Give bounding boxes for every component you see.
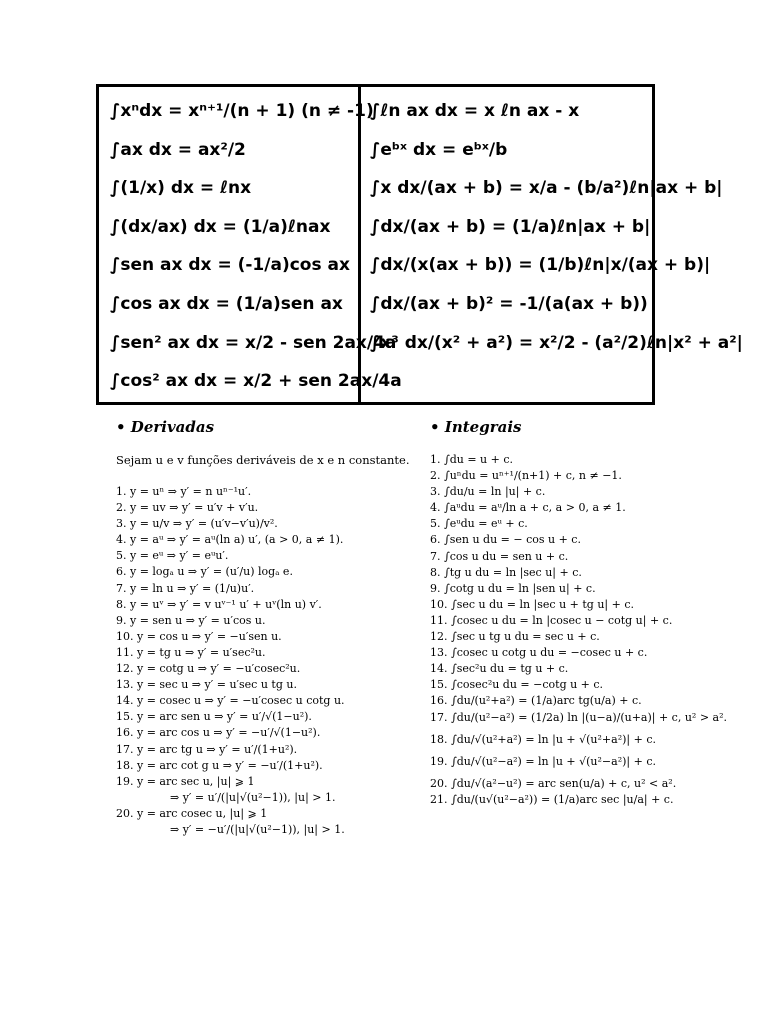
formula: ∫cos ax dx = (1/a)sen ax bbox=[110, 293, 343, 314]
list-item: 12. y = cotg u ⇒ y′ = −u′cosec²u. bbox=[116, 662, 301, 676]
formula: ∫(dx/ax) dx = (1/a)ℓnax bbox=[110, 216, 331, 237]
list-item: 10. y = cos u ⇒ y′ = −u′sen u. bbox=[116, 629, 282, 643]
list-item: 3. y = u/v ⇒ y′ = (u′v−v′u)/v². bbox=[116, 517, 278, 531]
list-item-continuation: ⇒ y′ = u′/(|u|√(u²−1)), |u| > 1. bbox=[170, 790, 336, 804]
list-item: 17. ∫du/(u²−a²) = (1/2a) ln |(u−a)/(u+a)| + c, u² > a². bbox=[430, 710, 727, 724]
formula: ∫eᵇˣ dx = eᵇˣ/b bbox=[370, 139, 508, 160]
formula: ∫x³ dx/(x² + a²) = x²/2 - (a²/2)ℓn|x² + a²| bbox=[370, 332, 743, 353]
list-item: 2. ∫uⁿdu = uⁿ⁺¹/(n+1) + c, n ≠ −1. bbox=[430, 469, 622, 483]
list-item: 13. y = sec u ⇒ y′ = u′sec u tg u. bbox=[116, 678, 297, 692]
formula: ∫(1/x) dx = ℓnx bbox=[110, 178, 252, 199]
formula: ∫sen² ax dx = x/2 - sen 2ax/4a bbox=[110, 332, 397, 353]
list-item: 19. y = arc sec u, |u| ⩾ 1 bbox=[116, 774, 255, 788]
formula: ∫dx/(ax + b) = (1/a)ℓn|ax + b| bbox=[370, 216, 651, 237]
list-item: 7. ∫cos u du = sen u + c. bbox=[430, 549, 569, 563]
list-item: 1. ∫du = u + c. bbox=[430, 453, 514, 466]
list-item: 10. ∫sec u du = ln |sec u + tg u| + c. bbox=[430, 597, 634, 611]
list-item: 1. y = uⁿ ⇒ y′ = n uⁿ⁻¹u′. bbox=[116, 485, 252, 498]
list-item: 19. ∫du/√(u²−a²) = ln |u + √(u²−a²)| + c. bbox=[430, 754, 656, 768]
formula: ∫x dx/(ax + b) = x/a - (b/a²)ℓn|ax + b| bbox=[370, 178, 723, 199]
list-item: 7. y = ln u ⇒ y′ = (1/u)u′. bbox=[116, 581, 255, 595]
list-item: 12. ∫sec u tg u du = sec u + c. bbox=[430, 630, 600, 644]
list-item: 4. y = aᵘ ⇒ y′ = aᵘ(ln a) u′, (a > 0, a ≠ 1). bbox=[116, 533, 344, 547]
list-item: 6. y = logₐ u ⇒ y′ = (u′/u) logₐ e. bbox=[116, 565, 293, 579]
list-item: 15. y = arc sen u ⇒ y′ = u′/√(1−u²). bbox=[116, 710, 312, 724]
derivadas-list bbox=[116, 484, 345, 838]
list-item: 11. y = tg u ⇒ y′ = u′sec²u. bbox=[116, 645, 266, 659]
list-item: 14. y = cosec u ⇒ y′ = −u′cosec u cotg u. bbox=[116, 694, 345, 708]
formula: ∫sen ax dx = (-1/a)cos ax bbox=[110, 255, 350, 276]
integrais-heading: • Integrais bbox=[430, 418, 522, 436]
list-item: 13. ∫cosec u cotg u du = −cosec u + c. bbox=[430, 646, 648, 660]
list-item-continuation: ⇒ y′ = −u′/(|u|√(u²−1)), |u| > 1. bbox=[170, 822, 345, 836]
formula: ∫cos² ax dx = x/2 + sen 2ax/4a bbox=[110, 371, 402, 392]
formula-column-right bbox=[370, 92, 743, 362]
list-item: 18. ∫du/√(u²+a²) = ln |u + √(u²+a²)| + c. bbox=[430, 732, 656, 746]
list-item: 8. ∫tg u du = ln |sec u| + c. bbox=[430, 565, 582, 579]
list-item: 8. y = uᵛ ⇒ y′ = v uᵛ⁻¹ u′ + uᵛ(ln u) v′. bbox=[116, 597, 322, 611]
derivadas-intro: Sejam u e v funções deriváveis de x e n constante. bbox=[116, 453, 410, 467]
integrais-list bbox=[430, 452, 727, 808]
formula: ∫xⁿdx = xⁿ⁺¹/(n + 1) (n ≠ -1) bbox=[110, 101, 374, 121]
formula: ∫dx/(x(ax + b)) = (1/b)ℓn|x/(ax + b)| bbox=[370, 255, 711, 276]
list-item: 15. ∫cosec²u du = −cotg u + c. bbox=[430, 678, 604, 692]
formula-column-left bbox=[110, 92, 402, 401]
formula: ∫ax dx = ax²/2 bbox=[110, 139, 246, 160]
list-item: 14. ∫sec²u du = tg u + c. bbox=[430, 662, 569, 676]
list-item: 2. y = uv ⇒ y′ = u′v + v′u. bbox=[116, 501, 259, 515]
list-item: 9. y = sen u ⇒ y′ = u′cos u. bbox=[116, 613, 266, 627]
list-item: 6. ∫sen u du = − cos u + c. bbox=[430, 533, 581, 547]
list-item: 3. ∫du/u = ln |u| + c. bbox=[430, 485, 546, 499]
formula: ∫ℓn ax dx = x ℓn ax - x bbox=[370, 101, 580, 121]
list-item: 21. ∫du/(u√(u²−a²)) = (1/a)arc sec |u/a| + c. bbox=[430, 792, 674, 806]
list-item: 20. ∫du/√(a²−u²) = arc sen(u/a) + c, u² < a². bbox=[430, 776, 677, 790]
list-item: 16. y = arc cos u ⇒ y′ = −u′/√(1−u²). bbox=[116, 726, 321, 740]
list-item: 16. ∫du/(u²+a²) = (1/a)arc tg(u/a) + c. bbox=[430, 694, 642, 708]
list-item: 5. y = eᵘ ⇒ y′ = eᵘu′. bbox=[116, 549, 229, 563]
formula: ∫dx/(ax + b)² = -1/(a(ax + b)) bbox=[370, 293, 648, 314]
list-item: 9. ∫cotg u du = ln |sen u| + c. bbox=[430, 581, 596, 595]
list-item: 11. ∫cosec u du = ln |cosec u − cotg u| + c. bbox=[430, 613, 673, 627]
list-item: 5. ∫eᵘdu = eᵘ + c. bbox=[430, 517, 528, 531]
list-item: 20. y = arc cosec u, |u| ⩾ 1 bbox=[116, 806, 268, 820]
derivadas-heading: • Derivadas bbox=[116, 418, 215, 436]
list-item: 17. y = arc tg u ⇒ y′ = u′/(1+u²). bbox=[116, 742, 298, 756]
list-item: 18. y = arc cot g u ⇒ y′ = −u′/(1+u²). bbox=[116, 758, 323, 772]
list-item: 4. ∫aᵘdu = aᵘ/ln a + c, a > 0, a ≠ 1. bbox=[430, 501, 626, 515]
